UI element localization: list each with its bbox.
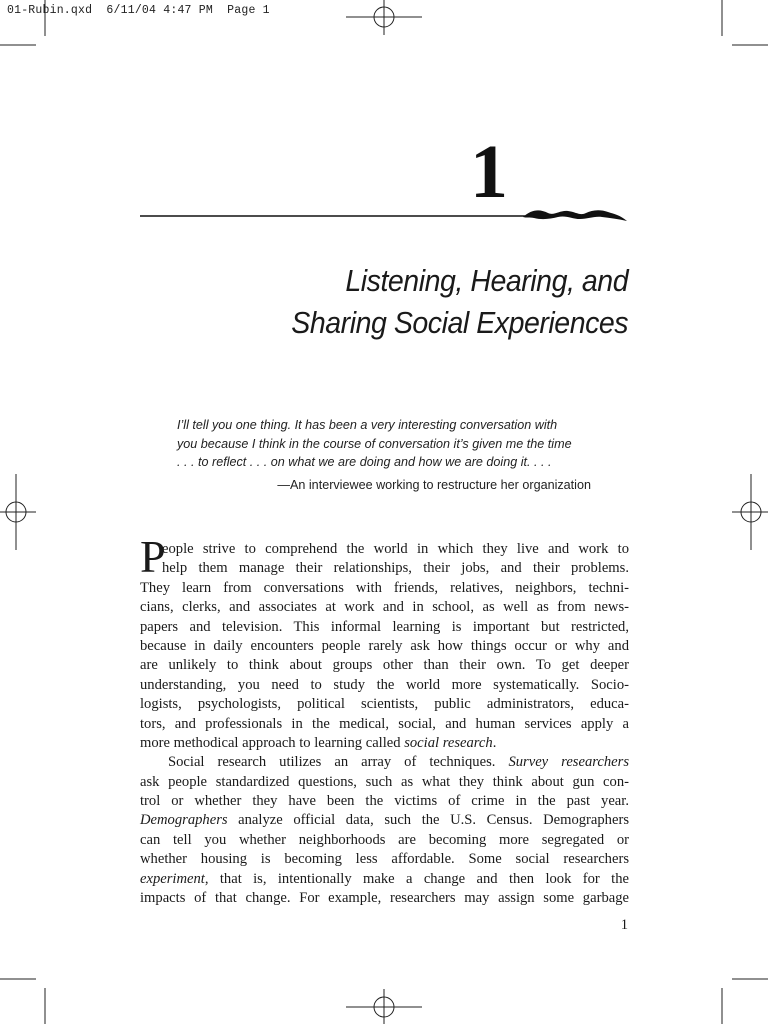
body-italic-term: experiment (140, 870, 205, 887)
body-text-span: . (492, 734, 497, 751)
registration-target-right (732, 474, 768, 550)
body-line (140, 753, 629, 772)
epigraph (177, 416, 597, 472)
body-italic-term: Survey researchers (508, 754, 629, 771)
registration-target-bottom (346, 989, 422, 1024)
body-line: ask people standardized questions, such as what they think about gun con- (140, 773, 629, 790)
epigraph-attribution: —An interviewee working to restructure her organization (277, 478, 591, 492)
chapter-rule-flourish (140, 200, 630, 226)
body-text (140, 540, 629, 908)
chapter-title-line-2: Sharing Social Experiences (291, 305, 628, 340)
epigraph-line-3: . . . to reflect . . . on what we are doing and how we are doing it. . . . (177, 455, 552, 469)
body-line: eople strive to comprehend the world in which they live and work to (162, 541, 629, 557)
slug-page-label: Page 1 (227, 4, 270, 17)
body-line: help them manage their relationships, their jobs, and their problems. (162, 560, 629, 577)
body-italic-term: social research (404, 734, 493, 751)
body-line: can tell you whether neighborhoods are becoming more segregated or (140, 831, 629, 848)
body-text-span: analyze official data, such the U.S. Census. Demographers (227, 812, 629, 829)
chapter-title-line-1: Listening, Hearing, and (345, 263, 628, 298)
slug-date: 6/11/04 (106, 4, 157, 17)
slug-time: 4:47 PM (163, 4, 213, 17)
chapter-number: 1 (470, 130, 508, 214)
body-line: papers and television. This informal learning is important but restricted, (140, 618, 629, 635)
epigraph-line-2: you because I think in the course of conversation it’s given me the time (177, 436, 572, 451)
registration-target-top (346, 0, 422, 35)
body-line: cians, clerks, and associates at work and in school, as well as from news- (140, 599, 629, 616)
slug-filename: 01-Rubin.qxd (7, 4, 93, 17)
body-line (140, 870, 629, 889)
body-line (140, 734, 629, 753)
epigraph-line-1: I’ll tell you one thing. It has been a very interesting conversation with (177, 418, 558, 432)
body-line (140, 811, 629, 830)
chapter-rule (140, 200, 630, 231)
chapter-title (291, 260, 628, 344)
body-line: trol or whether they have been the victims of crime in the past year. (140, 793, 629, 810)
body-italic-term: Demographers (140, 812, 228, 829)
registration-target-left (0, 474, 36, 550)
page-number: 1 (620, 917, 628, 933)
body-text-span: , that is, intentionally make a change and then look for the (204, 870, 629, 887)
body-text-span: more methodical approach to learning called (140, 734, 405, 751)
body-line: logists, psychologists, political scientists, public administrators, educa- (140, 696, 629, 713)
body-line: understanding, you need to study the world more systematically. Socio- (140, 676, 629, 693)
body-line: whether housing is becoming less affordable. Some social researchers (140, 851, 629, 868)
body-line: because in daily encounters people rarely ask how things occur or why and (140, 637, 629, 654)
drop-cap: P (140, 531, 166, 582)
body-line: impacts of that change. For example, researchers may assign some garbage (140, 890, 629, 907)
body-line: tors, and professionals in the medical, social, and human services apply a (140, 715, 629, 732)
body-line: They learn from conversations with friends, relatives, neighbors, techni- (140, 579, 629, 596)
body-line: are unlikely to think about groups other than their own. To get deeper (140, 657, 629, 674)
body-text-span: Social research utilizes an array of techniques. (168, 754, 509, 771)
